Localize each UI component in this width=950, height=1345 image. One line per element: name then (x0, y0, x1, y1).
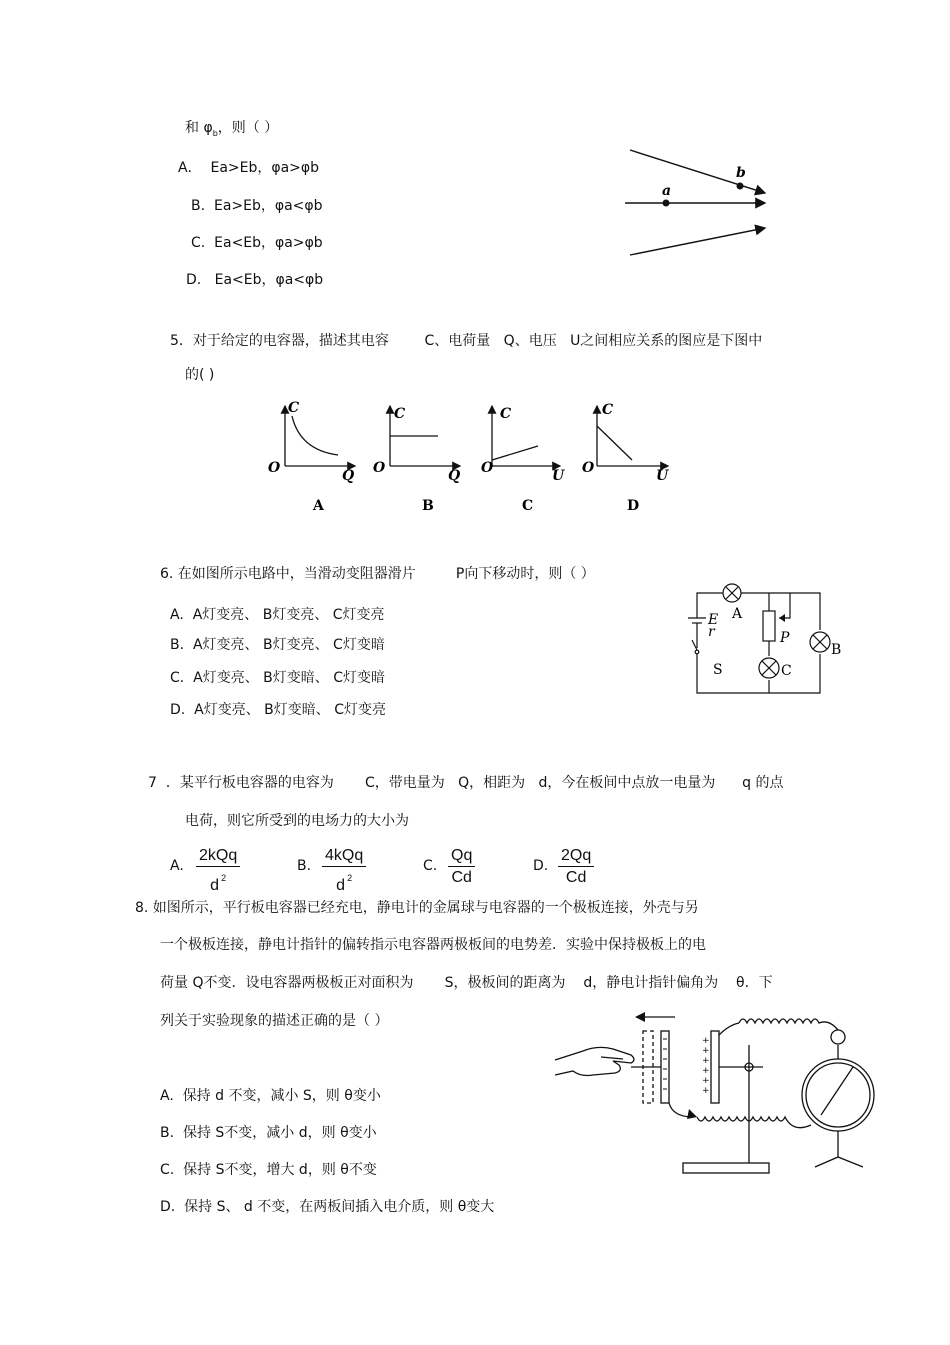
q5-graph-d-origin: O (582, 460, 595, 476)
q8-option-a[interactable]: A. 保持 d 不变，减小 S，则 θ变小 (160, 1088, 381, 1104)
q5-graph-a-yaxis: C (288, 400, 300, 416)
q5-graph-b-yaxis: C (394, 406, 406, 422)
q4-option-d[interactable]: D. Ea<Eb，φa<φb (186, 272, 324, 288)
q8-option-c[interactable]: C. 保持 S不变，增大 d，则 θ不变 (160, 1162, 377, 1178)
svg-text:+: + (702, 1076, 710, 1086)
q5-graph-d-xaxis: U (656, 468, 669, 484)
q5-graph-a-origin: O (268, 460, 281, 476)
q6-option-c[interactable]: C. A灯变亮、 B灯变暗、 C灯变暗 (170, 670, 385, 686)
q5-graph-c-yaxis: C (500, 406, 512, 422)
q5-graphs (260, 398, 680, 518)
q7-option-b-fraction[interactable]: 4kQq d $^2$ (322, 846, 366, 897)
q6-option-a[interactable]: A. A灯变亮、 B灯变亮、 C灯变亮 (170, 607, 385, 623)
q7-stem-line2: 电荷，则它所受到的电场力的大小为 (185, 813, 409, 829)
q8-stem-line2: 一个极板连接，静电计指针的偏转指示电容器两极板间的电势差．实验中保持极板上的电 (160, 937, 706, 953)
q8-stem-line4: 列关于实验现象的描述正确的是（ ） (160, 1013, 389, 1029)
q7-stem-line1: 7 ．某平行板电容器的电容为 C，带电量为 Q，相距为 d，今在板间中点放一电量为 q 的点 (148, 775, 784, 791)
q7-option-a-fraction[interactable]: 2kQq d $^2$ (196, 846, 240, 897)
q4-option-c[interactable]: C. Ea<Eb，φa>φb (191, 235, 323, 251)
q6-label-b: B (831, 642, 842, 658)
q8-electrometer-figure (553, 1005, 873, 1180)
q6-lamp-a (723, 584, 741, 602)
svg-text:+: + (702, 1046, 710, 1056)
q7-option-c-letter[interactable]: C. (423, 858, 438, 874)
q8-stem-line1: 8. 如图所示，平行板电容器已经充电，静电计的金属球与电容器的一个极板连接，外壳与另 (135, 900, 699, 916)
q5-graph-c-caption: C (522, 498, 534, 514)
q6-label-p: P (780, 630, 790, 646)
q5-graph-d[interactable] (582, 402, 669, 514)
q4-option-a[interactable]: A． Ea>Eb，φa>φb (178, 160, 320, 176)
q5-graph-c[interactable] (481, 406, 565, 514)
q7-option-a-letter[interactable]: A. (170, 858, 184, 874)
q4-label-b: b (736, 165, 746, 181)
q8-stem-line3: 荷量 Q不变．设电容器两极板正对面积为 S，极板间的距离为 d，静电计指针偏角为 θ．下 (160, 975, 773, 991)
q5-graph-b-caption: B (422, 498, 434, 514)
q5-stem-line2: 的( ) (185, 367, 215, 383)
q7-option-c-fraction[interactable]: $\frac{Qq}{Cd}$ (448, 846, 475, 889)
q5-graph-a-caption: A (313, 498, 324, 514)
q6-stem: 6. 在如图所示电路中，当滑动变阻器滑片 P向下移动时，则（ ） (160, 566, 595, 582)
q6-lamp-c (759, 658, 779, 678)
q5-graph-b-xaxis: Q (448, 468, 461, 484)
q8-option-b[interactable]: B. 保持 S不变，减小 d，则 θ变小 (160, 1125, 377, 1141)
q4-option-b[interactable]: B. Ea>Eb，φa<φb (191, 198, 323, 214)
svg-text:+: + (702, 1066, 710, 1076)
q4-label-a: a (662, 183, 672, 199)
q5-graph-b-origin: O (373, 460, 386, 476)
q5-stem-line1: 5．对于给定的电容器，描述其电容 C、电荷量 Q、电压 U之间相应关系的图应是下图中 (170, 333, 763, 349)
q4-stem-tail: 和 $\varphi_b$，则（ ） (185, 120, 279, 138)
svg-text:+: + (702, 1056, 710, 1066)
q5-graph-a[interactable] (268, 400, 355, 514)
q7-option-d-fraction[interactable]: $\frac{2Qq}{Cd}$ (558, 846, 594, 889)
q6-label-s: S (713, 662, 723, 678)
q5-graph-c-xaxis: U (552, 468, 565, 484)
q5-graph-c-origin: O (481, 460, 494, 476)
q5-graph-b[interactable] (373, 406, 460, 514)
q4-field-lines-figure (620, 140, 780, 270)
q8-option-d[interactable]: D. 保持 S、 d 不变，在两板间插入电介质，则 θ变大 (160, 1199, 495, 1215)
q6-option-d[interactable]: D. A灯变亮、 B灯变暗、 C灯变亮 (170, 702, 386, 718)
q7-option-d-letter[interactable]: D. (533, 858, 549, 874)
q7-option-b-letter[interactable]: B. (297, 858, 312, 874)
q5-graph-d-yaxis: C (602, 402, 614, 418)
q6-option-b[interactable]: B. A灯变亮、 B灯变亮、 C灯变暗 (170, 637, 385, 653)
q6-label-a: A (732, 606, 743, 622)
q6-circuit (680, 578, 850, 698)
q5-graph-a-xaxis: Q (342, 468, 355, 484)
svg-text:+: + (702, 1086, 710, 1096)
q5-graph-d-caption: D (627, 498, 640, 514)
q6-label-emf: E (708, 612, 719, 628)
svg-text:+: + (702, 1036, 710, 1046)
q6-label-c: C (781, 663, 792, 679)
q6-label-r: r (708, 624, 715, 640)
q6-lamp-b (810, 632, 830, 652)
